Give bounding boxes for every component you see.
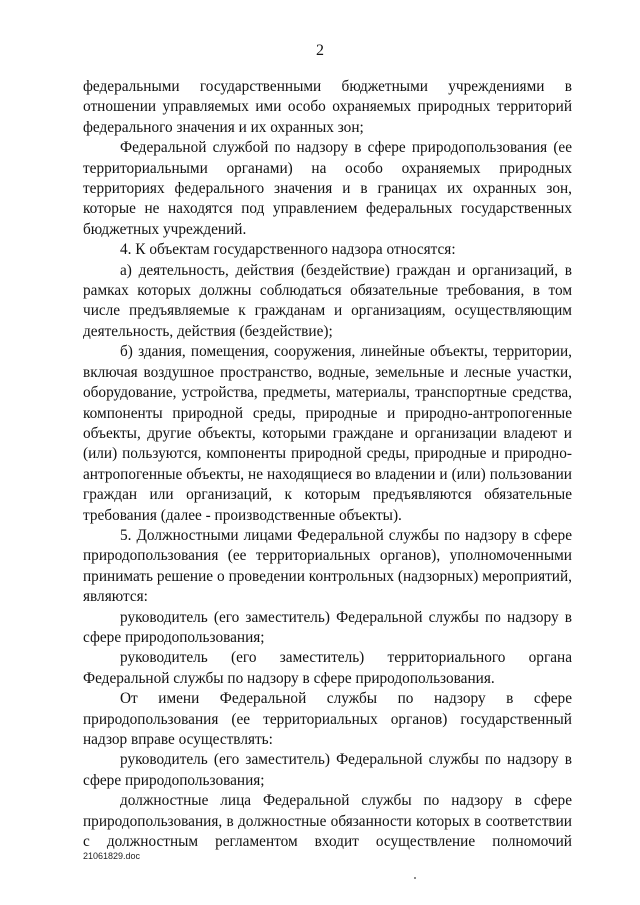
- paragraph-head-of-service: руководитель (его заместитель) Федеральной службы по надзору в сфере природопользования;: [83, 608, 572, 646]
- paragraph-rosprirodnadzor-supervision: Федеральной службой по надзору в сфере природопользования (ее территориальными органами) на особо охраняемых природных территориях федерального значения и в границах их охранных зон, которые не находятся под управлением федеральных государственных бюджетных учреждений.: [83, 139, 572, 238]
- paragraph-officials: должностные лица Федеральной службы по надзору в сфере природопользования, в должностные обязанности которых в соответствии с должностным регламентом входит осуществление полномочий: [83, 792, 572, 851]
- footer-file-code: 21061829.doc: [83, 851, 141, 861]
- paragraph-head-of-service-2: руководитель (его заместитель) Федеральной службы по надзору в сфере природопользования;: [83, 751, 572, 789]
- document-body: [83, 77, 572, 852]
- paragraph-head-of-territorial-body: руководитель (его заместитель) территориального органа Федеральной службы по надзору в сфере природопользования.: [83, 649, 572, 687]
- scan-speck: [414, 877, 416, 879]
- paragraph-item-4b: б) здания, помещения, сооружения, линейные объекты, территории, включая воздушное пространство, водные, земельные и лесные участки, оборудование, устройства, предметы, материалы, транспортные средства, компоненты природной среды, природные и природно-антропогенные объекты, другие объекты, которыми граждане и организации владеют и (или) пользуются, компоненты природной среды, природные и природно-антропогенные объекты, не находящиеся во владении и (или) пользовании граждан или организаций, к которым предъявляются обязательные требования (далее - производственные объекты).: [83, 343, 572, 524]
- paragraph-on-behalf-of-service: От имени Федеральной службы по надзору в сфере природопользования (ее территориальных органов) государственный надзор вправе осуществлять:: [83, 690, 572, 748]
- page-number: 2: [316, 42, 324, 59]
- paragraph-continuation: федеральными государственными бюджетными учреждениями в отношении управляемых ими особо охраняемых природных территорий федерального значения и их охранных зон;: [83, 78, 572, 136]
- paragraph-item-4a: а) деятельность, действия (бездействие) граждан и организаций, в рамках которых должны соблюдаться обязательные требования, в том числе предъявляемые к гражданам и организациям, осуществляющим деятельность, действия (бездействие);: [83, 261, 572, 340]
- paragraph-item-5: 5. Должностными лицами Федеральной службы по надзору в сфере природопользования (ее территориальных органов), уполномоченными принимать решение о проведении контрольных (надзорных) мероприятий, являются:: [83, 526, 572, 606]
- paragraph-item-4-heading: 4. К объектам государственного надзора относятся:: [120, 241, 456, 259]
